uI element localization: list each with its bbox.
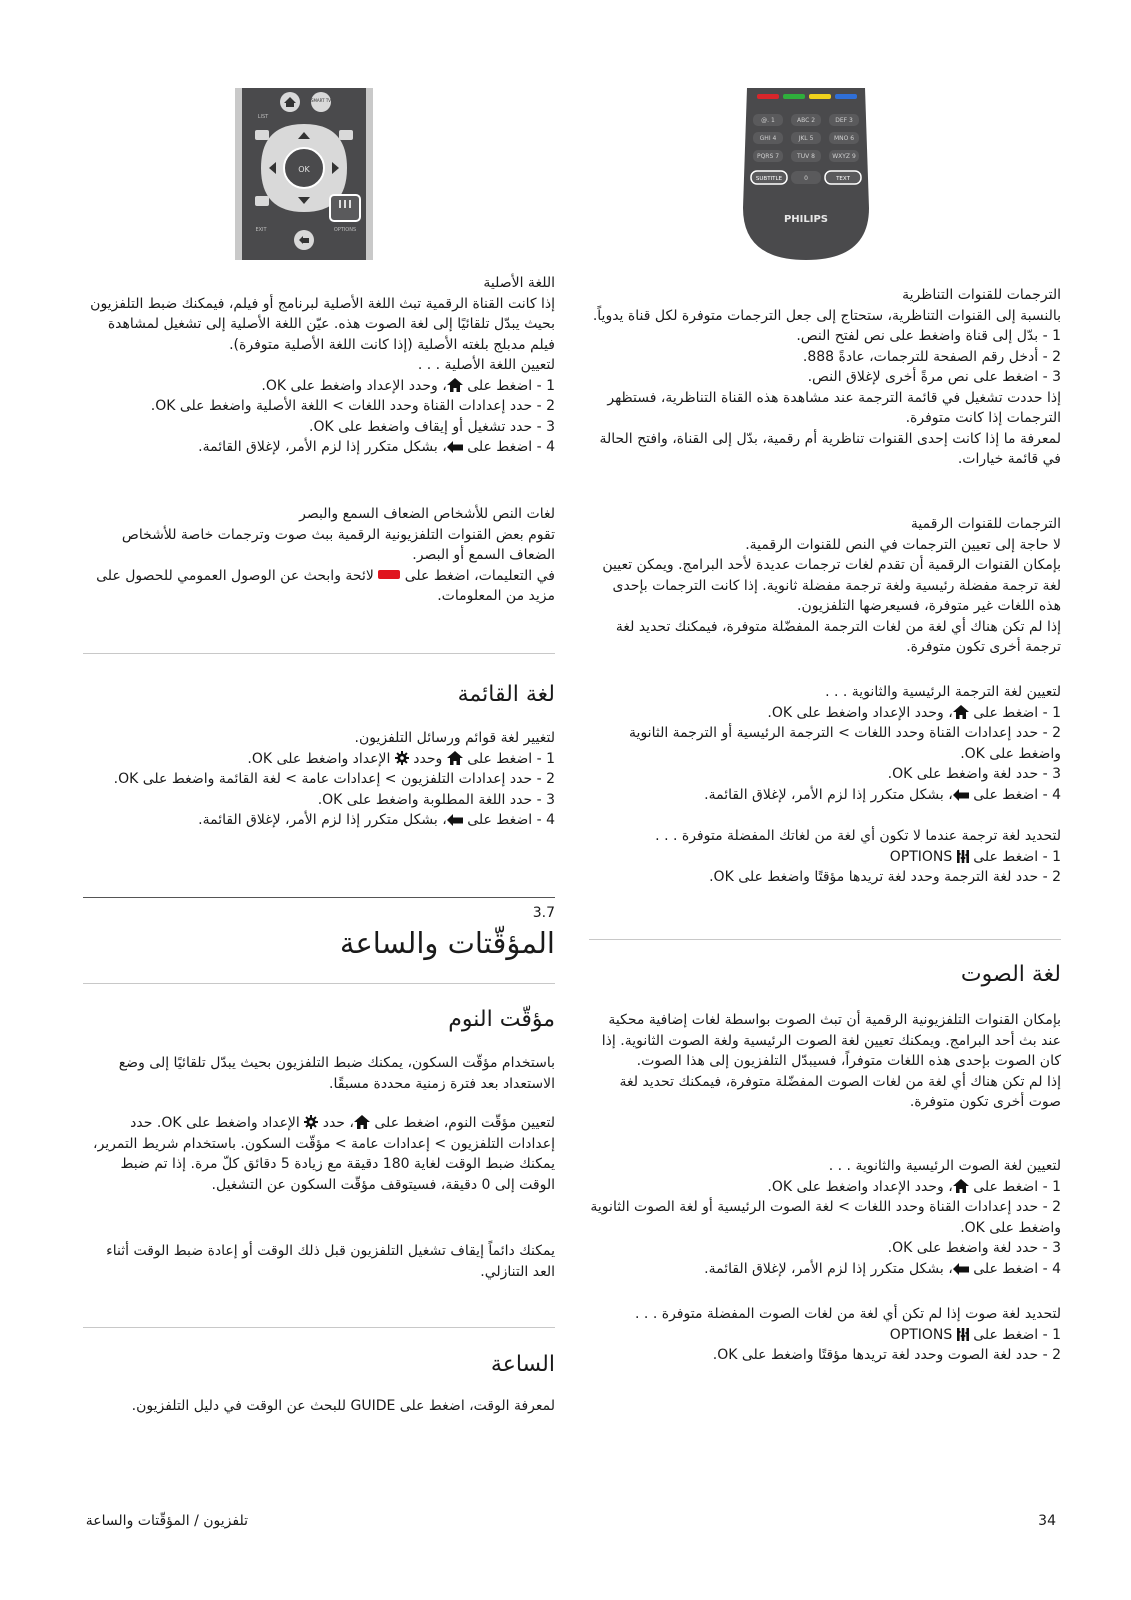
audio-step-3: 3 - حدد لغة واضغط على OK. — [887, 1240, 1061, 1256]
analog-step-2: 2 - أدخل رقم الصفحة للترجمات، عادةً 888. — [802, 348, 1061, 365]
text-key: TEXT — [836, 176, 850, 182]
audio-temp-intro: لتحديد لغة صوت إذا لم تكن أي لغة من لغات الصوت المفضلة متوفرة . . . — [635, 1306, 1061, 1322]
smart-tv-key: SMART TV — [310, 98, 332, 103]
audio-paragraph-1: بإمكان القنوات التلفزيونية الرقمية أن تبث الصوت بواسطة لغات إضافية محكية عند بث أحد البرامج. ويمكنك تعيين لغة الصوت الرئيسية ولغة الصوت الثانوية. إذا كان الصوت بإحدى هذه اللغات متوفراً، فسيبدّل التلفزيون إلى هذا الصوت. — [601, 1012, 1061, 1069]
brand-logo: PHILIPS — [783, 214, 829, 225]
impaired-paragraph-2: في التعليمات، اضغط على لائحة وابحث عن الوصول العمومي للحصول على مزيد من المعلومات. — [96, 567, 555, 604]
audio-step-4: 4 - اضغط على ، بشكل متكرر إذا لزم الأمر، لإغلاق القائمة. — [704, 1260, 1061, 1277]
key-8: 8 TUV — [797, 153, 815, 160]
key-2: 2 ABC — [796, 117, 816, 124]
key-5: 5 JKL — [798, 135, 814, 142]
options-label: OPTIONS — [333, 227, 357, 233]
back-icon — [447, 441, 463, 453]
analog-paragraph-2: إذا حددت تشغيل في قائمة الترجمة عند مشاهدة هذه القناة التناظرية، فستظهر الترجمات إذا كانت متوفرة. — [607, 389, 1061, 426]
analog-paragraph-3: لمعرفة ما إذا كانت إحدى القنوات تناظرية أم رقمية، بدّل إلى القناة، وافتح الحالة في قائمة خيارات. — [599, 430, 1061, 467]
exit-label: EXIT — [255, 227, 267, 233]
remote-keypad-image — [737, 88, 875, 260]
sleep-paragraph-3: يمكنك دائماً إيقاف تشغيل التلفزيون قبل ذلك الوقت أو إعادة ضبط الوقت أثناء العد التنازلي. — [106, 1243, 555, 1280]
audio-paragraph-2: إذا لم تكن هناك أي لغة من لغات الصوت المفضّلة متوفرة، فيمكنك تحديد لغة صوت أخرى تكون متوفرة. — [619, 1073, 1061, 1110]
audio-temp-step-2: 2 - حدد لغة الصوت وحدد لغة تريدها مؤقتًا واضغط على OK. — [712, 1347, 1061, 1363]
digital-subtitles-title: الترجمات للقنوات الرقمية — [910, 516, 1061, 532]
digital-step-2: 2 - حدد إعدادات القناة وحدد اللغات > الترجمة الرئيسية أو الترجمة الثانوية واضغط على OK. — [629, 725, 1061, 762]
clock-heading: الساعة — [490, 1352, 555, 1377]
menu-step-2: 2 - حدد إعدادات التلفزيون > إعدادات عامة > لغة القائمة واضغط على OK. — [113, 771, 555, 787]
home-icon — [953, 705, 969, 719]
subtitle-key: SUBTITLE — [755, 176, 783, 182]
section-divider — [83, 897, 555, 898]
analog-step-1: 1 - بدّل إلى قناة واضغط على نص لفتح النص. — [796, 328, 1061, 344]
original-language-title: اللغة الأصلية — [483, 275, 555, 291]
divider — [589, 939, 1061, 940]
menu-step-3: 3 - حدد اللغة المطلوبة واضغط على OK. — [317, 791, 555, 808]
audio-step-1: 1 - اضغط على ، وحدد الإعداد واضغط على OK. — [767, 1178, 1061, 1195]
digital-step-1: 1 - اضغط على ، وحدد الإعداد واضغط على OK. — [767, 704, 1061, 721]
digital-temp-step-2: 2 - حدد لغة الترجمة وحدد لغة تريدها مؤقتًا واضغط على OK. — [709, 869, 1061, 885]
divider — [83, 1327, 555, 1328]
digital-temp-step-1: 1 - اضغط على OPTIONS — [889, 848, 1061, 865]
back-icon — [953, 789, 969, 801]
key-0: 0 — [804, 175, 808, 182]
gear-icon — [395, 751, 409, 765]
digital-paragraph-3: إذا لم تكن هناك أي لغة من لغات الترجمة المفضّلة متوفرة، فيمكنك تحديد لغة ترجمة أخرى تكون متوفرة. — [615, 618, 1061, 655]
original-set-intro: لتعيين اللغة الأصلية . . . — [417, 357, 555, 373]
section-title: المؤقّتات والساعة — [339, 926, 555, 960]
key-9: WXYZ 9 — [832, 153, 856, 160]
original-step-2: 2 - حدد إعدادات القناة وحدد اللغات > اللغة الأصلية واضغط على OK. — [150, 398, 555, 414]
list-label: LIST — [257, 114, 269, 120]
audio-language-heading: لغة الصوت — [960, 962, 1061, 987]
impaired-paragraph-1: تقوم بعض القنوات التلفزيونية الرقمية ببث صوت وترجمات خاصة للأشخاص الضعاف السمع أو البصر. — [121, 526, 555, 563]
audio-temp-step-1: 1 - اضغط على OPTIONS — [889, 1326, 1061, 1343]
gear-icon — [304, 1115, 318, 1129]
audio-step-2: 2 - حدد إعدادات القناة وحدد اللغات > لغة الصوت الرئيسية أو لغة الصوت الثانوية واضغط على OK. — [590, 1199, 1061, 1236]
key-3: DEF 3 — [835, 117, 853, 124]
original-step-4: 4 - اضغط على ، بشكل متكرر إذا لزم الأمر، لإغلاق القائمة. — [198, 439, 555, 455]
analog-step-3: 3 - اضغط على نص مرةً أخرى لإغلاق النص. — [807, 369, 1061, 385]
digital-set-intro: لتعيين لغة الترجمة الرئيسية والثانوية . . . — [825, 684, 1061, 700]
divider — [83, 983, 555, 984]
options-icon — [957, 1328, 969, 1341]
digital-temp-intro: لتحديد لغة ترجمة عندما لا تكون أي لغة من لغاتك المفضلة متوفرة . . . — [655, 828, 1061, 844]
impaired-title: لغات النص للأشخاص الضعاف السمع والبصر — [299, 506, 555, 522]
home-icon — [953, 1179, 969, 1193]
menu-language-heading: لغة القائمة — [457, 682, 555, 707]
digital-step-4: 4 - اضغط على ، بشكل متكرر إذا لزم الأمر، لإغلاق القائمة. — [704, 786, 1061, 803]
footer-breadcrumb: تلفزيون / المؤقّتات والساعة — [85, 1513, 248, 1529]
section-number: 3.7 — [532, 905, 555, 921]
options-icon — [957, 850, 969, 863]
red-key-icon — [378, 570, 400, 579]
original-step-3: 3 - حدد تشغيل أو إيقاف واضغط على OK. — [309, 418, 555, 435]
original-step-1: 1 - اضغط على ، وحدد الإعداد واضغط على OK. — [261, 377, 555, 394]
page-number: 34 — [1038, 1513, 1056, 1529]
menu-step-4: 4 - اضغط على ، بشكل متكرر إذا لزم الأمر، لإغلاق القائمة. — [198, 812, 555, 828]
menu-step-1: 1 - اضغط على وحدد الإعداد واضغط على OK. — [247, 750, 555, 767]
sleep-timer-heading: مؤقّت النوم — [448, 1007, 555, 1032]
remote-navigation-image — [235, 88, 373, 260]
analog-paragraph: بالنسبة إلى القنوات التناظرية، ستحتاج إلى جعل الترجمات متوفرة لكل قناة يدوياً. — [592, 307, 1061, 324]
analog-subtitles-title: الترجمات للقنوات التناظرية — [902, 287, 1061, 303]
home-icon — [354, 1115, 370, 1129]
key-4: 4 GHI — [759, 135, 777, 142]
divider — [83, 653, 555, 654]
back-icon — [447, 814, 463, 826]
home-icon — [447, 378, 463, 392]
digital-paragraph-1: لا حاجة إلى تعيين الترجمات في النص للقنوات الرقمية. — [745, 536, 1061, 553]
sleep-paragraph-2: لتعيين مؤقّت النوم، اضغط على ، حدد الإعداد واضغط على OK. حدد إعدادات التلفزيون > إعدادات عامة > مؤقّت السكون. باستخدام شريط التمرير، يمكنك ضبط الوقت لغاية 180 دقيقة مع زيادة 5 دقائق كلّ مرة. إذا تم ضبط الوقت إلى 0 دقيقة، فسيتوقف مؤقّت السكون عن التشغيل. — [93, 1115, 555, 1193]
clock-paragraph: لمعرفة الوقت، اضغط على GUIDE للبحث عن الوقت في دليل التلفزيون. — [131, 1398, 555, 1414]
original-language-paragraph: إذا كانت القناة الرقمية تبث اللغة الأصلية لبرنامج أو فيلم، فيمكنك ضبط التلفزيون بحيث يبدّل تلقائيًا إلى لغة الصوت هذه. عيّن اللغة الأصلية إلى تشغيل لمشاهدة فيلم مدبلج بلغته الأصلية (إذا كانت اللغة الأصلية متوفرة). — [90, 295, 555, 353]
key-6: MNO 6 — [833, 135, 855, 142]
ok-key: OK — [298, 165, 310, 174]
key-7: 7 PQRS — [756, 153, 780, 160]
back-icon — [953, 1263, 969, 1275]
home-icon — [447, 751, 463, 765]
menu-intro: لتغيير لغة قوائم ورسائل التلفزيون. — [354, 730, 555, 746]
digital-step-3: 3 - حدد لغة واضغط على OK. — [887, 766, 1061, 782]
audio-set-intro: لتعيين لغة الصوت الرئيسية والثانوية . . . — [828, 1158, 1061, 1174]
sleep-paragraph-1: باستخدام مؤقّت السكون، يمكنك ضبط التلفزيون بحيث يبدّل تلقائيًا إلى وضع الاستعداد بعد فترة زمنية محددة مسبقًا. — [118, 1055, 555, 1092]
digital-paragraph-2: بإمكان القنوات الرقمية أن تقدم لغات ترجمات عديدة لأحد البرامج. ويمكن تعيين لغة ترجمة مفضلة رئيسية ولغة ترجمة مفضلة ثانوية. إذا كانت الترجمات بإحدى هذه اللغات غير متوفرة، فسيعرضها التلفزيون. — [602, 557, 1061, 614]
key-1: 1 .@ — [761, 117, 775, 124]
